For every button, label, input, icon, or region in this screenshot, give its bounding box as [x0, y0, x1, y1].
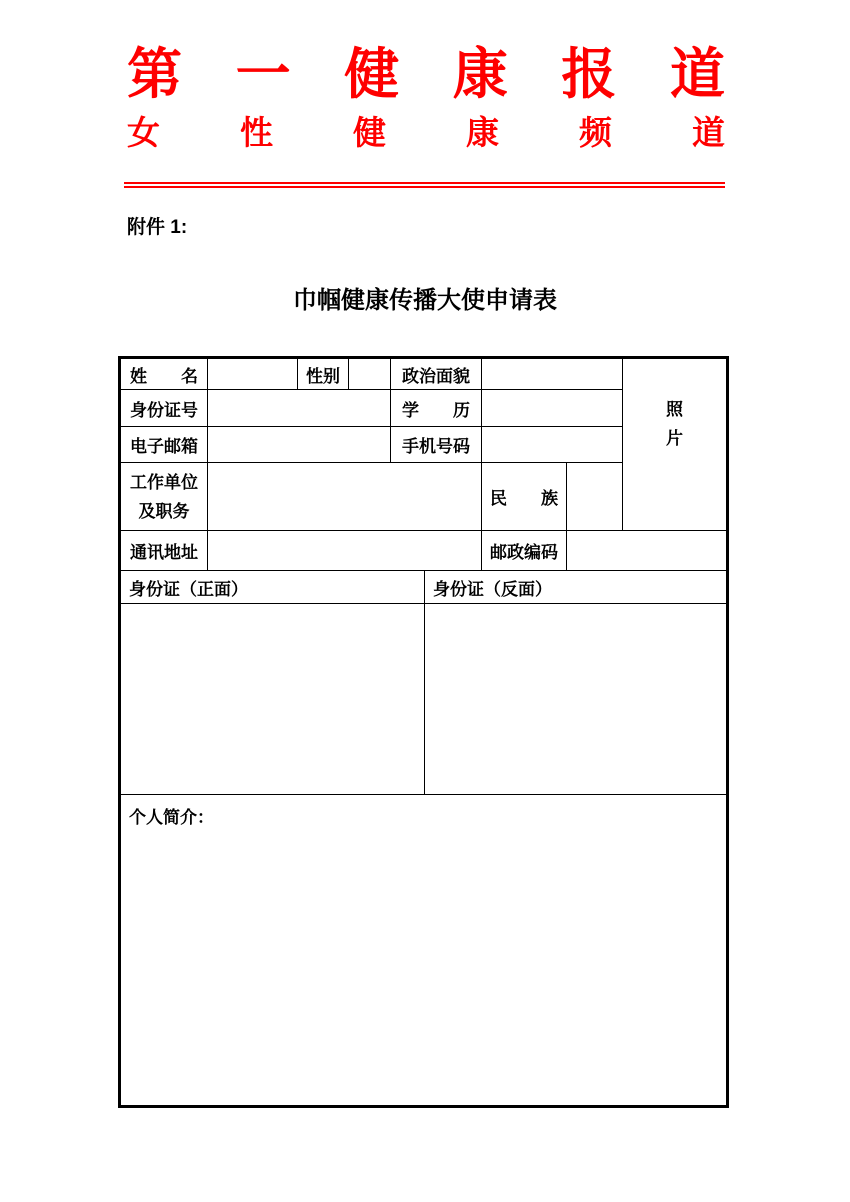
- political-status-label: 政治面貌: [391, 359, 482, 390]
- form-title: 巾帼健康传播大使申请表: [293, 287, 557, 314]
- name-value-cell: [208, 359, 298, 390]
- postal-code-label: 邮政编码: [482, 531, 567, 571]
- work-unit-value-cell: [208, 463, 482, 531]
- ethnicity-label: 民 族: [482, 463, 567, 531]
- education-value-cell: [482, 390, 623, 427]
- work-unit-label-line-2: 及职务: [138, 501, 190, 521]
- mobile-label: 手机号码: [391, 427, 482, 463]
- education-label: 学 历: [391, 390, 482, 427]
- masthead-line-1: 第 一 健 康 报 道: [127, 44, 725, 105]
- id-bio-grid: [121, 571, 726, 1105]
- id-front-photo-area: [121, 604, 425, 795]
- info-grid: [121, 359, 726, 571]
- mobile-value-cell: [482, 427, 623, 463]
- id-front-label: 身份证（正面）: [121, 571, 425, 604]
- email-label: 电子邮箱: [121, 427, 208, 463]
- work-unit-label: [121, 463, 208, 531]
- id-number-label: 身份证号: [121, 390, 208, 427]
- id-back-photo-area: [425, 604, 726, 795]
- email-value-cell: [208, 427, 391, 463]
- political-status-value-cell: [482, 359, 623, 390]
- address-value-cell: [208, 531, 482, 571]
- gender-label: 性别: [298, 359, 349, 390]
- id-number-value-cell: [208, 390, 391, 427]
- gender-value-cell: [349, 359, 391, 390]
- bio-cell: [121, 795, 726, 1105]
- photo-label-line-1: 照: [666, 400, 683, 419]
- bio-label: 个人简介：: [129, 808, 214, 827]
- id-back-label: 身份证（反面）: [425, 571, 726, 604]
- masthead-rule: [124, 182, 725, 188]
- ethnicity-value-cell: [567, 463, 623, 531]
- photo-label-line-2: 片: [666, 429, 683, 448]
- masthead-rule-top: [124, 182, 725, 184]
- attachment-label: 附件 1:: [127, 217, 188, 238]
- masthead-rule-bottom: [124, 186, 725, 188]
- masthead-line-2: 女 性 健 康 频 道: [127, 116, 725, 152]
- name-label: 姓 名: [121, 359, 208, 390]
- photo-cell: [623, 359, 726, 531]
- address-label: 通讯地址: [121, 531, 208, 571]
- postal-code-value-cell: [567, 531, 726, 571]
- application-form-table: [118, 356, 729, 1108]
- work-unit-label-line-1: 工作单位: [130, 472, 198, 492]
